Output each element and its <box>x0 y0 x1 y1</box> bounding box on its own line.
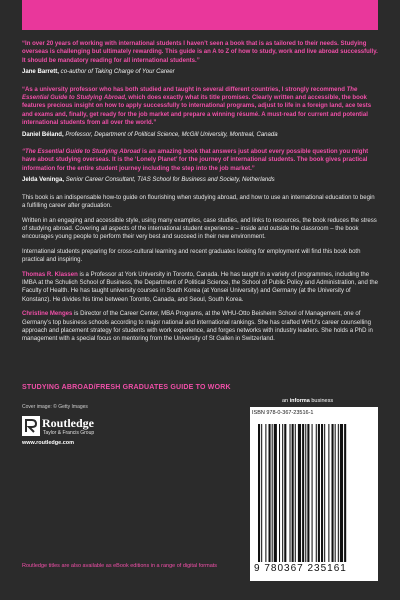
endorsement-quote-3: “The Essential Guide to Studying Abroad is an amazing book that answers just about every possible question you might have about studying overseas. It is the ‘Lonely Planet’ for the journey of international students. The book gives practical information for the entire student journey including the step into the job market.” <box>22 149 369 172</box>
cover-image-credit: Cover image: © Getty Images <box>22 404 88 410</box>
routledge-logo-icon <box>22 416 40 436</box>
description-paragraph-1: This book is an indispensable how-to guide on flourishing when studying abroad, and how to use an international education to begin a fulfilling career after graduation. <box>22 194 375 210</box>
publisher-website: www.routledge.com <box>22 440 75 446</box>
endorsement-attribution-3: Jelda Veninga, Senior Career Consultant, TIAS School for Business and Society, Netherlands <box>22 177 275 184</box>
publisher-group: Taylor & Francis Group <box>43 430 95 436</box>
endorsement-attribution-1: Jane Barrett, co-author of Taking Charge of Your Career <box>22 69 175 76</box>
informa-note: an informa business <box>282 398 334 404</box>
author-bio-klassen: Thomas R. Klassen is a Professor at York University in Toronto, Canada. He has taught in a variety of programmes, including the IMBA at the Schulich School of Business, the Department of Political Science, the School of Public Policy and Administration, and the Faculty of Health. He has taught university courses in South Korea (at Yonsei University) and Germany (at the University of Konstanz). He divides his time between Toronto, Canada, and Seoul, South Korea. <box>22 271 378 303</box>
description-paragraph-2: Written in an engaging and accessible style, using many examples, case studies, and links to resources, the book reduces the stress of studying abroad. Covering all aspects of the international student experience – inside and outside the classroom – the book encourages young people to perform their very best and succeed in their new environment. <box>22 217 377 241</box>
endorsement-quote-1: “In over 20 years of working with international students I haven’t seen a book that is as tailored to their needs. Studying overseas is challenging but ultimately rewarding. This guide is an A to Z of how to study, work and live abroad successfully. It should be mandatory reading for all international students.” <box>22 41 378 64</box>
author-bio-menges: Christine Menges is Director of the Career Center, MBA Programs, at the WHU-Otto Beisheim School of Management, one of Germany’s top business schools according to major national and international rankings. She has crafted WHU’s career counselling approach and placement strategy for students with work experience, and forges networks with industry leaders. She holds a PhD in management with a special focus on mentoring from the University of St Gallen in Switzerland. <box>22 311 373 343</box>
ebook-availability-note: Routledge titles are also available as eBook editions in a range of digital formats <box>22 563 218 569</box>
endorsement-quote-2: “As a university professor who has both studied and taught in several different countries, I strongly recommend The Essential Guide to Studying Abroad, which does exactly what its title promises. Clearly written and accessible, the book features precious insight on how to apply successfully to international programs, adjust to life in a foreign land, ace tests and exams and, finally, get ready for the job market and prepare a winning résumé. A must-read for current and potential international students from all over the world.” <box>22 86 372 127</box>
publisher-block <box>22 414 142 446</box>
description-paragraph-3: International students preparing for cross-cultural learning and recent graduates looking for employment will find this book both practical and inspiring. <box>22 248 361 264</box>
top-accent-bar <box>22 0 378 30</box>
back-cover-text <box>22 40 378 350</box>
barcode-digits: 9 780367 235161 <box>254 563 347 574</box>
endorsement-attribution-2: Daniel Béland, Professor, Department of Political Science, McGill University, Montreal, Canada <box>22 131 278 138</box>
isbn-number: ISBN 978-0-367-23516-1 <box>252 410 314 416</box>
barcode-icon <box>258 424 370 562</box>
series-category-line: STUDYING ABROAD/FRESH GRADUATES GUIDE TO WORK <box>22 384 231 391</box>
publisher-name: Routledge <box>42 416 94 430</box>
